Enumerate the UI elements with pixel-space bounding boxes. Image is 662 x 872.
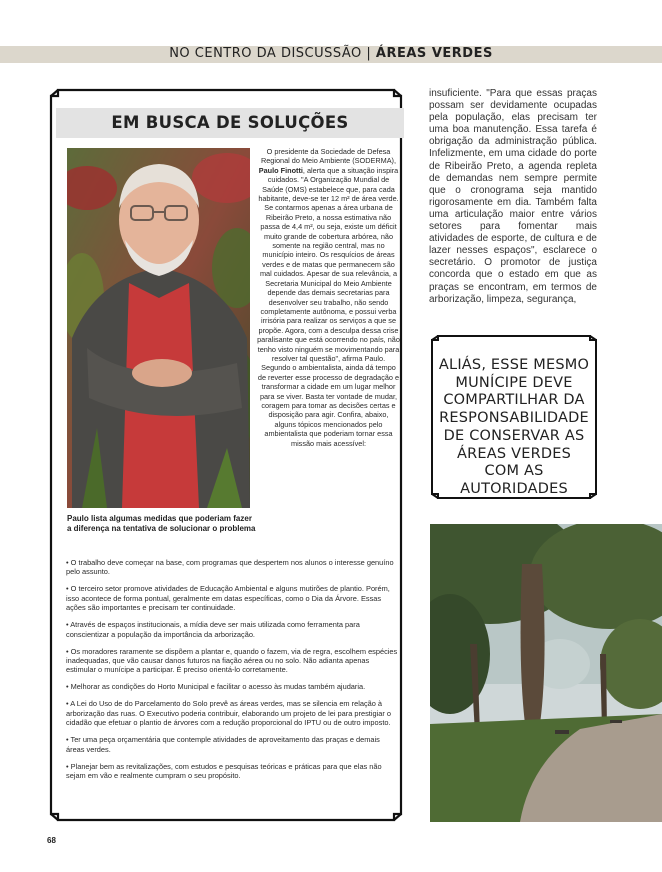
bullet-item: • Melhorar as condições do Horto Municipal e facilitar o acesso às mudas também ajudaria. [66, 682, 366, 692]
bullet-item: • A Lei do Uso de do Parcelamento do Solo prevê as áreas verdes, mas se silencia em relação à arborização das ruas. O Executivo poderia contribuir, elaborando um projeto de lei para prestigiar o cidadão que efetuar o plantio de árvores com a redução proporcional do IPTU ou de outro imposto. [66, 699, 391, 728]
section-header-prefix: NO CENTRO DA DISCUSSÃO | [169, 46, 372, 61]
page-number: 68 [47, 836, 56, 845]
pullquote-text: ALIÁS, ESSE MESMO MUNÍCIPE DEVE COMPARTILHAR DA RESPONSABILIDADE DE CONSERVAR AS ÁREAS VERDES COM AS AUTORIDADES [438, 357, 590, 497]
bullet-item: • O terceiro setor promove atividades de Educação Ambiental e alguns mutirões de plantio. Porém, isso acontece de forma pontual, geralmente em datas específicas, como o Dia da Árvore. Essas ações são importantes e precisam ter continuidade. [66, 584, 390, 613]
bullet-item: • Através de espaços institucionais, a mídia deve ser mais utilizada como ferramenta para conscientizar a população da importância da arborização. [66, 620, 360, 639]
bullet-item: • O trabalho deve começar na base, com programas que despertem nos alunos o interesse genuíno pelo assunto. [66, 558, 394, 577]
intro-name: Paulo Finotti [258, 165, 303, 175]
bullet-list [66, 558, 398, 788]
bullet-item: • Planejar bem as revitalizações, com estudos e pesquisas teóricas e práticas para que elas não sejam em vão e realmente cumpram o seu propósito. [66, 761, 382, 781]
portrait-photo [67, 148, 250, 508]
intro-paragraph [257, 147, 400, 448]
intro-text-b: , alerta que a situação inspira cuidados. "A Organização Mundial de Saúde (OMS) estabelece que, para cada habitante, deve-se ter 12 m² de área verde. Se contarmos apenas a área urbana de Ribeirão Preto, a nossa estimativa não passa de 4,4 m², ou seja, existe um déficit muito grande de cobertura arbórea, não somente na região central, mas no município inteiro. Os resquícios de áreas verdes e de matas que permanecem são mal cuidados. Apesar de sua relevância, a Secretaria Municipal do Meio Ambiente depende das demais secretarias para desenvolver seu trabalho, não sendo completamente autônoma, e possui verba irrisória para realizar os serviços a que se propõe. Agora, com a desculpa dessa crise paralisante que está ocorrendo no país, não tenho visto ninguém se movimentando para resolver tal questão", afirma Paulo. Segundo o ambientalista, ainda dá tempo de reverter esse processo de degradação e transformar a cidade em um lugar melhor para se viver. Basta ter vontade de mudar, coragem para tomar as decisões certas e disposição para agir. Confira, abaixo, alguns tópicos mencionados pelo ambientalista que poderiam tornar essa missão mais acessível: [257, 165, 400, 448]
bullet-item: • Os moradores raramente se dispõem a plantar e, quando o fazem, via de regra, escolhem espécies inadequadas, que vão causar danos futuros na fiação aérea ou no solo. Não adianta apenas estimular o munícipe a participar. É preciso orientá-lo corretamente. [66, 646, 398, 675]
intro-text-a: O presidente da Sociedade de Defesa Regional do Meio Ambiente (SODERMA), [260, 147, 397, 166]
sidebar-title: EM BUSCA DE SOLUÇÕES [111, 113, 349, 132]
photo-caption: Paulo lista algumas medidas que poderiam fazer a diferença na tentativa de solucionar o problema [67, 514, 256, 533]
section-header-title: ÁREAS VERDES [375, 46, 493, 61]
bullet-item: • Ter uma peça orçamentária que contemple atividades de aproveitamento das praças e demais áreas verdes. [66, 735, 380, 754]
section-header [0, 44, 662, 64]
right-column-text: insuficiente. "Para que essas praças possam ser devidamente ocupadas pela população, elas precisam ter uma boa manutenção. Essa tarefa é obrigação da administração pública. Infelizmente, em uma cidade do porte de Ribeirão Preto, a agenda repleta de demandas nem sempre permite que o cronograma seja mantido rigorosamente em dia. Também falta uma articulação maior entre vários setores para fomentar mais atividades de esporte, de cultura e de lazer nesses espaços", esclarece o secretário. O promotor de justiça concorda que o estado em que as praças se encontram, em termos de arborização, limpeza, segurança, [429, 88, 597, 305]
park-photo [430, 524, 662, 822]
